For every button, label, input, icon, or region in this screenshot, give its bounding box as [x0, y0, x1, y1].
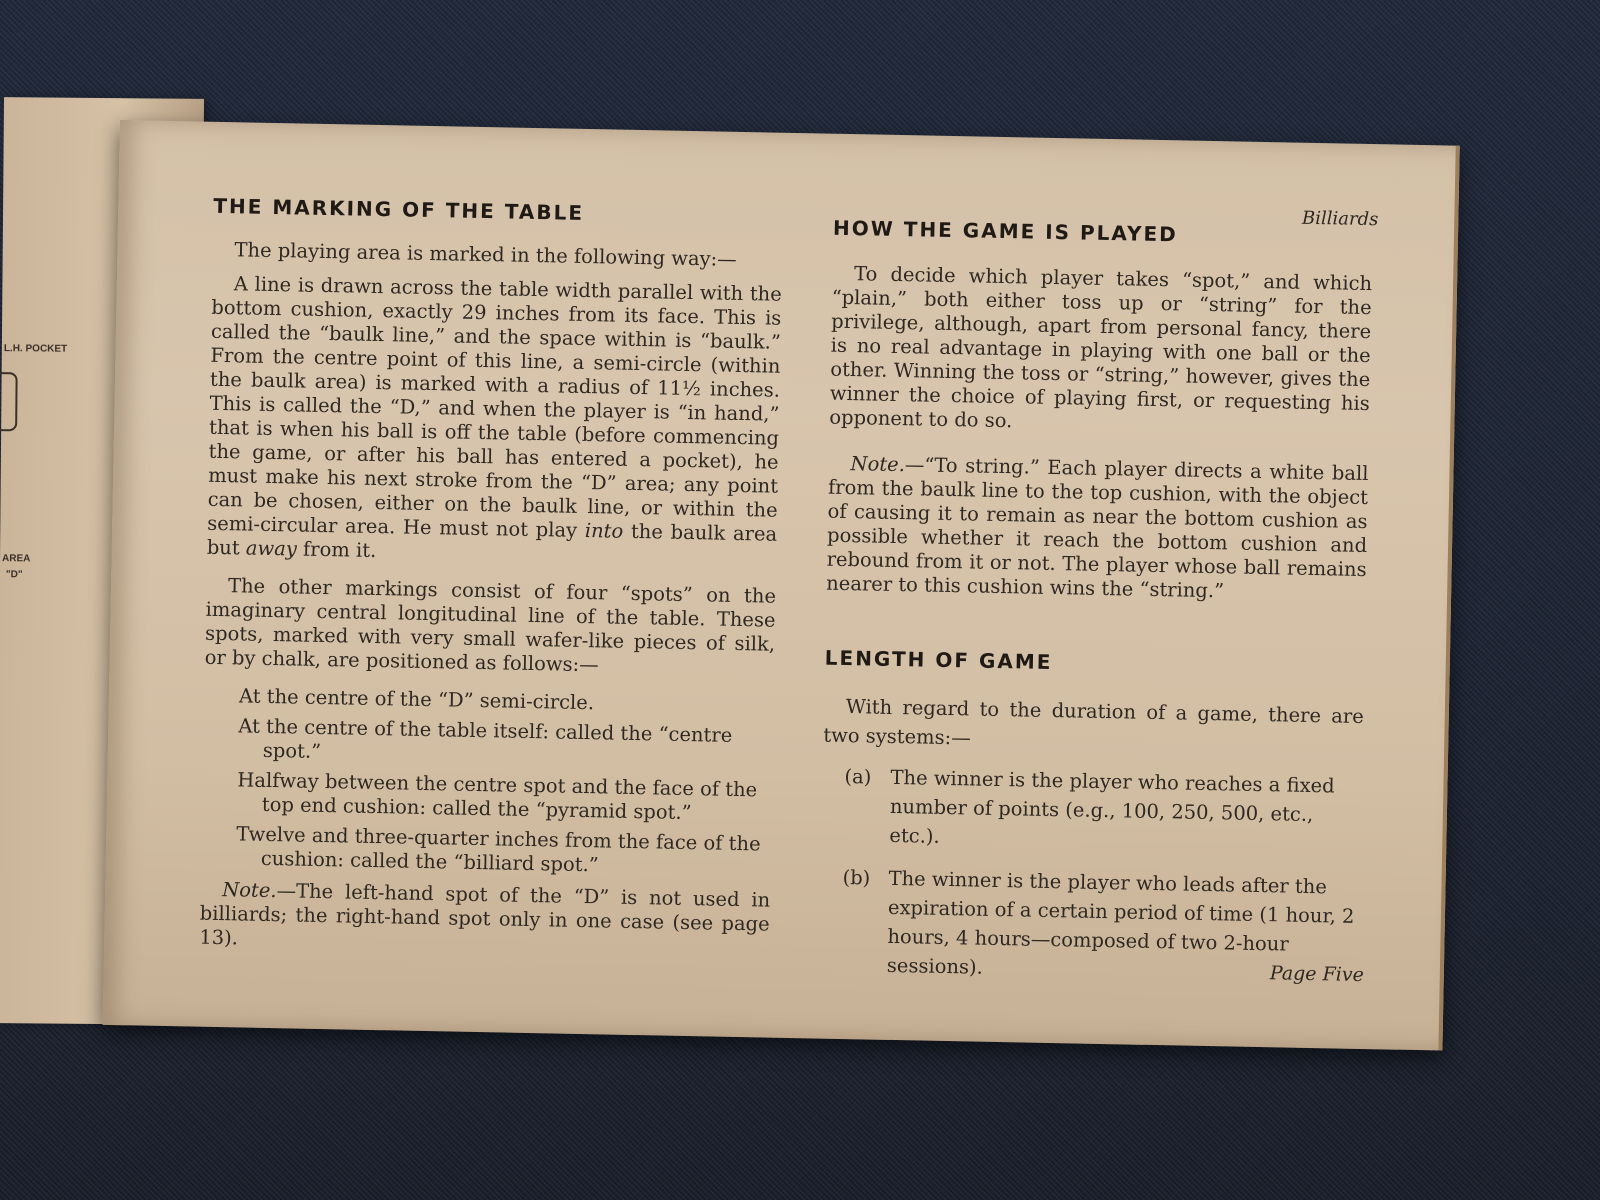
intro-paragraph: The playing area is marked in the following way:— — [234, 238, 737, 271]
note-paragraph-left — [199, 878, 770, 961]
spot-plain-paragraph: To decide which player takes “spot,” and which “plain,” both either toss up or “string” for the privilege, although, apart from personal fancy, there is no real advantage in playing with one ball or the other. Winning the toss or “string,” however, gives the winner the choice of playing first, or requesting his opponent to do so. — [829, 262, 1373, 433]
system-text: The winner is the player who reaches a fixed number of points (e.g., 100, 250, 500, etc., etc.). — [889, 765, 1335, 848]
system-marker: (b) — [842, 866, 871, 890]
page-number: Page Five — [1269, 962, 1365, 987]
diagram-label-area: AREA — [1, 553, 31, 565]
spots-paragraph: The other markings consist of four “spots” on the imaginary central longitudinal line of the table. These spots, marked with very small wafer-like pieces of silk, or by chalk, are positioned as follows:— — [204, 574, 777, 677]
heading-marking-of-table: THE MARKING OF THE TABLE — [213, 193, 585, 225]
heading-length-of-game: LENGTH OF GAME — [824, 645, 1053, 674]
book-page — [103, 120, 1460, 1051]
baulk-text-away: away — [245, 536, 298, 561]
note-label: Note. — [222, 878, 277, 903]
note-text: —The left-hand spot of the “D” is not used in billiards; the right-hand spot only in one case (see page 13). — [199, 879, 771, 950]
note-label: Note. — [850, 452, 906, 477]
baulk-text-a: A line is drawn across the table width parallel with the bottom cushion, exactly 29 inches from its face. This is called the “baulk line,” and the space within is “baulk.” From the centre point of this line, a semi-circle (within the baulk area) is marked with a radius of 11½ inches. This is called the “D,” and when the player is “in hand,” that is when his ball is off the table (before commencing the game, or after his ball has entered a pocket), he must make his next stroke from the “D” area; any point can be chosen, either on the baulk line, or within the semi-circular area. He must not play — [207, 272, 782, 542]
system-marker: (a) — [844, 765, 872, 789]
system-text: The winner is the player who leads after the expiration of a certain period of time (1 hour, 2 hours, 4 hours—composed of two 2-hour sessions). — [886, 866, 1355, 979]
baulk-text-b: the baulk area but — [206, 519, 778, 560]
diagram-label-d: "D" — [5, 569, 23, 581]
list-item: Halfway between the centre spot and the face of the top end cushion: called the “pyramid spot.” — [237, 768, 758, 825]
list-item — [843, 762, 1363, 859]
note-text: —“To string.” Each player directs a white ball from the baulk line to the top cushion, with the object of causing it to remain as near the bottom cushion as possible whether it reach the bottom cushion and rebound from it or not. The player whose ball remains nearer to this cushion wins the “string.” — [826, 453, 1369, 603]
string-note-paragraph — [826, 452, 1369, 606]
baulk-text-c: from it. — [302, 537, 377, 562]
duration-paragraph: With regard to the duration of a game, there are two systems:— — [823, 695, 1364, 750]
running-head: Billiards — [1301, 207, 1379, 231]
spots-list — [201, 684, 774, 881]
right-column — [818, 134, 1374, 1003]
diagram-label-pocket: L.H. POCKET — [3, 343, 68, 355]
baulk-text-into: into — [584, 519, 624, 543]
systems-list — [841, 762, 1363, 989]
list-item: Twelve and three-quarter inches from the face of the cushion: called the “billiard spot.” — [236, 822, 761, 877]
list-item: At the centre of the “D” semi-circle. — [238, 684, 595, 715]
pocket-icon — [0, 372, 18, 431]
heading-how-game-played: HOW THE GAME IS PLAYED — [832, 215, 1178, 247]
left-column — [199, 122, 785, 961]
list-item: At the centre of the table itself: called the “centre spot.” — [238, 714, 733, 763]
baulk-paragraph — [207, 272, 782, 571]
